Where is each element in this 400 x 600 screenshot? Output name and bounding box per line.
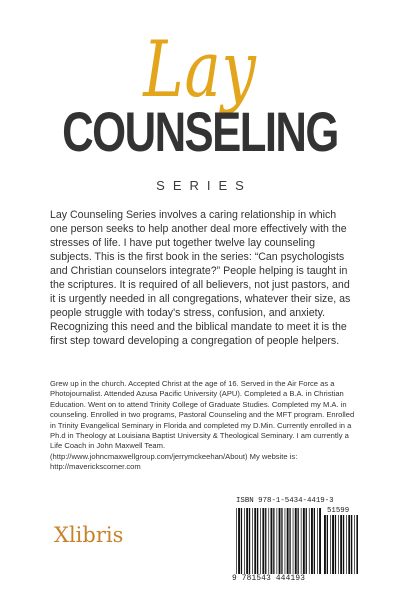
isbn-label: ISBN 978-1-5434-4419-3 [236, 497, 334, 505]
title-counseling: COUNSELING [62, 100, 338, 163]
price-code: 51599 [327, 507, 350, 515]
barcode-bars [236, 508, 322, 574]
title-series: SERIES [156, 178, 252, 193]
barcode-digits: 9 781543 444193 [232, 575, 306, 583]
addon-barcode-bars [324, 515, 358, 574]
publisher-logo: Xlibris [54, 523, 124, 547]
author-bio: Grew up in the church. Accepted Christ at the age of 16. Served in the Air Force as a Photojournalist. Attended Azusa Pacific University (APU). Completed a B.A. in Christian Education. Went on to attend Trinity College of Graduate Studies. Completed my M.A. in counseling. Enrolled in two programs, Pastoral Counseling and the MFT program. Enrolled in Trinity Evangelical Seminary in Florida and completed my D.Min. Currently enrolled in a Ph.d in Theology at Louisiana Baptist University & Theological Seminary. I am currently a Life Coach in John Maxwell Team. (http://www.johncmaxwellgroup.com/jerrymckeehan/About) My website is: http://maverickscorner.com [50, 379, 355, 472]
book-description: Lay Counseling Series involves a caring relationship in which one person seeks to help another deal more effectively with the stresses of life. I have put together twelve lay counseling subjects. This is the first book in the series: “Can psychologists and Christian counselors integrate?” People helping is taught in the scriptures. It is required of all believers, not just pastors, and it is urgently needed in all congregations, whatever their size, as people struggle with today's stress, confusion, and anxiety. Recognizing this need and the biblical mandate to meet it is the first step toward developing a congregation of people helpers. [50, 209, 351, 347]
title-lay: Lay [143, 25, 257, 115]
